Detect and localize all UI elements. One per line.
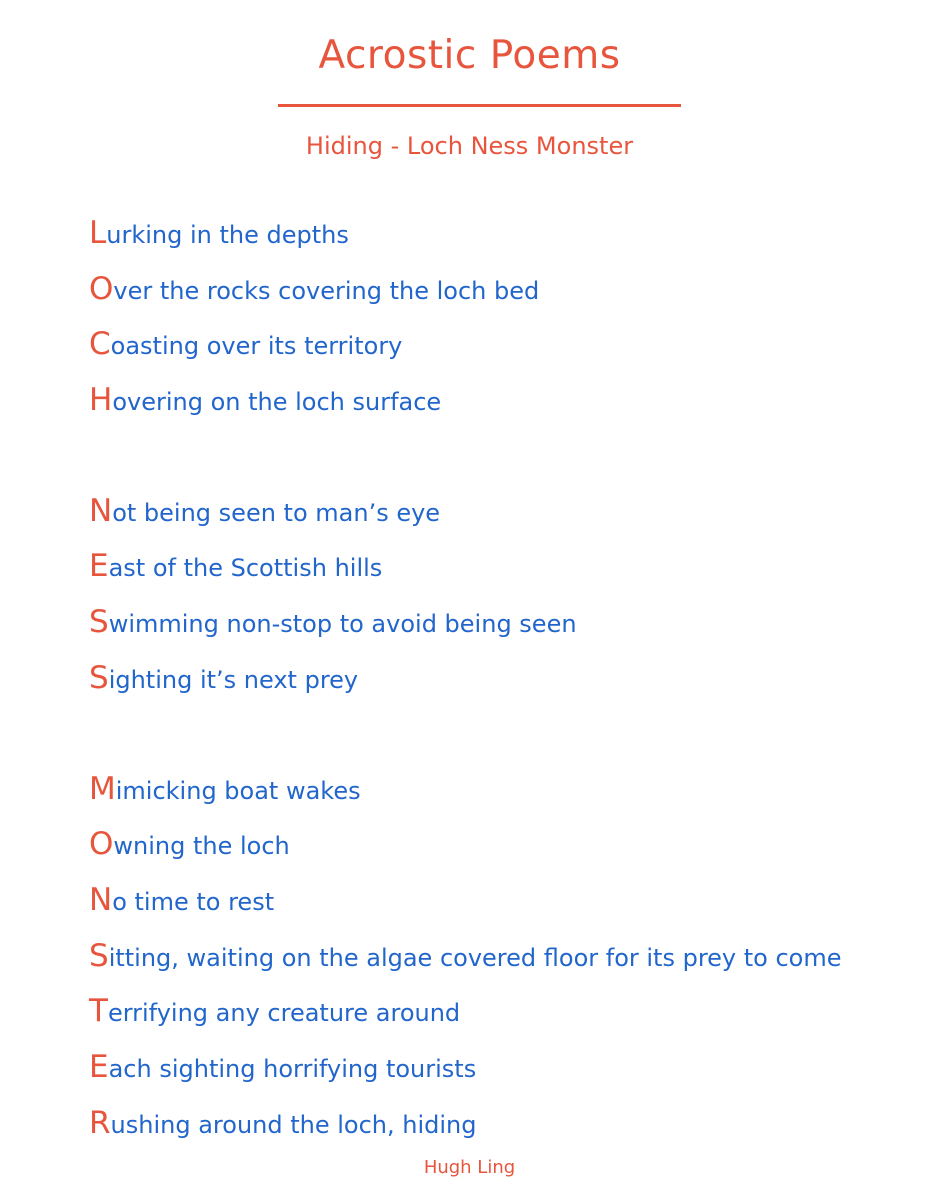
author-name: Hugh Ling [423,1157,516,1178]
title-underline [278,104,681,107]
poem-line [89,989,929,1045]
page-title: Acrostic Poems [318,33,621,78]
line-text: wning the loch [113,832,290,861]
acrostic-letter: T [89,993,108,1030]
stanza-loch [89,211,929,434]
poem-line [89,600,929,656]
line-text: ushing around the loch, hiding [110,1110,477,1139]
poem-line [89,378,929,434]
acrostic-letter: H [89,382,113,419]
line-text: oasting over its territory [110,332,403,361]
acrostic-letter: R [89,1104,111,1141]
line-text: errifying any creature around [107,999,461,1028]
line-text: overing on the loch surface [112,388,442,417]
acrostic-letter: N [89,492,113,529]
poem-line [89,767,929,823]
poem-line [89,267,929,323]
acrostic-letter: C [89,326,111,363]
poem-body [89,211,929,1156]
poem-line [89,822,929,878]
poem-line [89,211,929,267]
stanza-monster [89,767,929,1157]
acrostic-letter: S [89,604,109,641]
poem-line [89,322,929,378]
acrostic-letter: S [89,937,109,974]
acrostic-letter: O [89,826,114,863]
line-text: ver the rocks covering the loch bed [113,276,540,305]
poem-line [89,656,929,712]
poem-line [89,489,929,545]
poem-line [89,878,929,934]
line-text: ighting it’s next prey [108,665,359,694]
acrostic-letter: N [89,881,113,918]
line-text: ach sighting horrifying tourists [108,1054,477,1083]
poem-subtitle: Hiding - Loch Ness Monster [305,132,634,160]
acrostic-letter: L [89,215,107,251]
poem-line [89,934,929,990]
poem-line [89,1045,929,1101]
line-text: o time to rest [112,887,275,916]
line-text: wimming non-stop to avoid being seen [108,610,577,639]
line-text: urking in the depths [106,221,349,249]
line-text: ast of the Scottish hills [108,554,383,583]
line-text: itting, waiting on the algae covered floor for its prey to come [108,943,842,972]
acrostic-letter: E [89,548,109,585]
acrostic-letter: S [89,659,109,696]
poem-line [89,1101,929,1157]
acrostic-letter: M [89,770,116,807]
line-text: ot being seen to man’s eye [112,498,441,527]
acrostic-letter: E [89,1048,109,1085]
poem-line [89,544,929,600]
acrostic-letter: O [89,270,114,307]
line-text: imicking boat wakes [115,776,361,805]
stanza-ness [89,489,929,712]
